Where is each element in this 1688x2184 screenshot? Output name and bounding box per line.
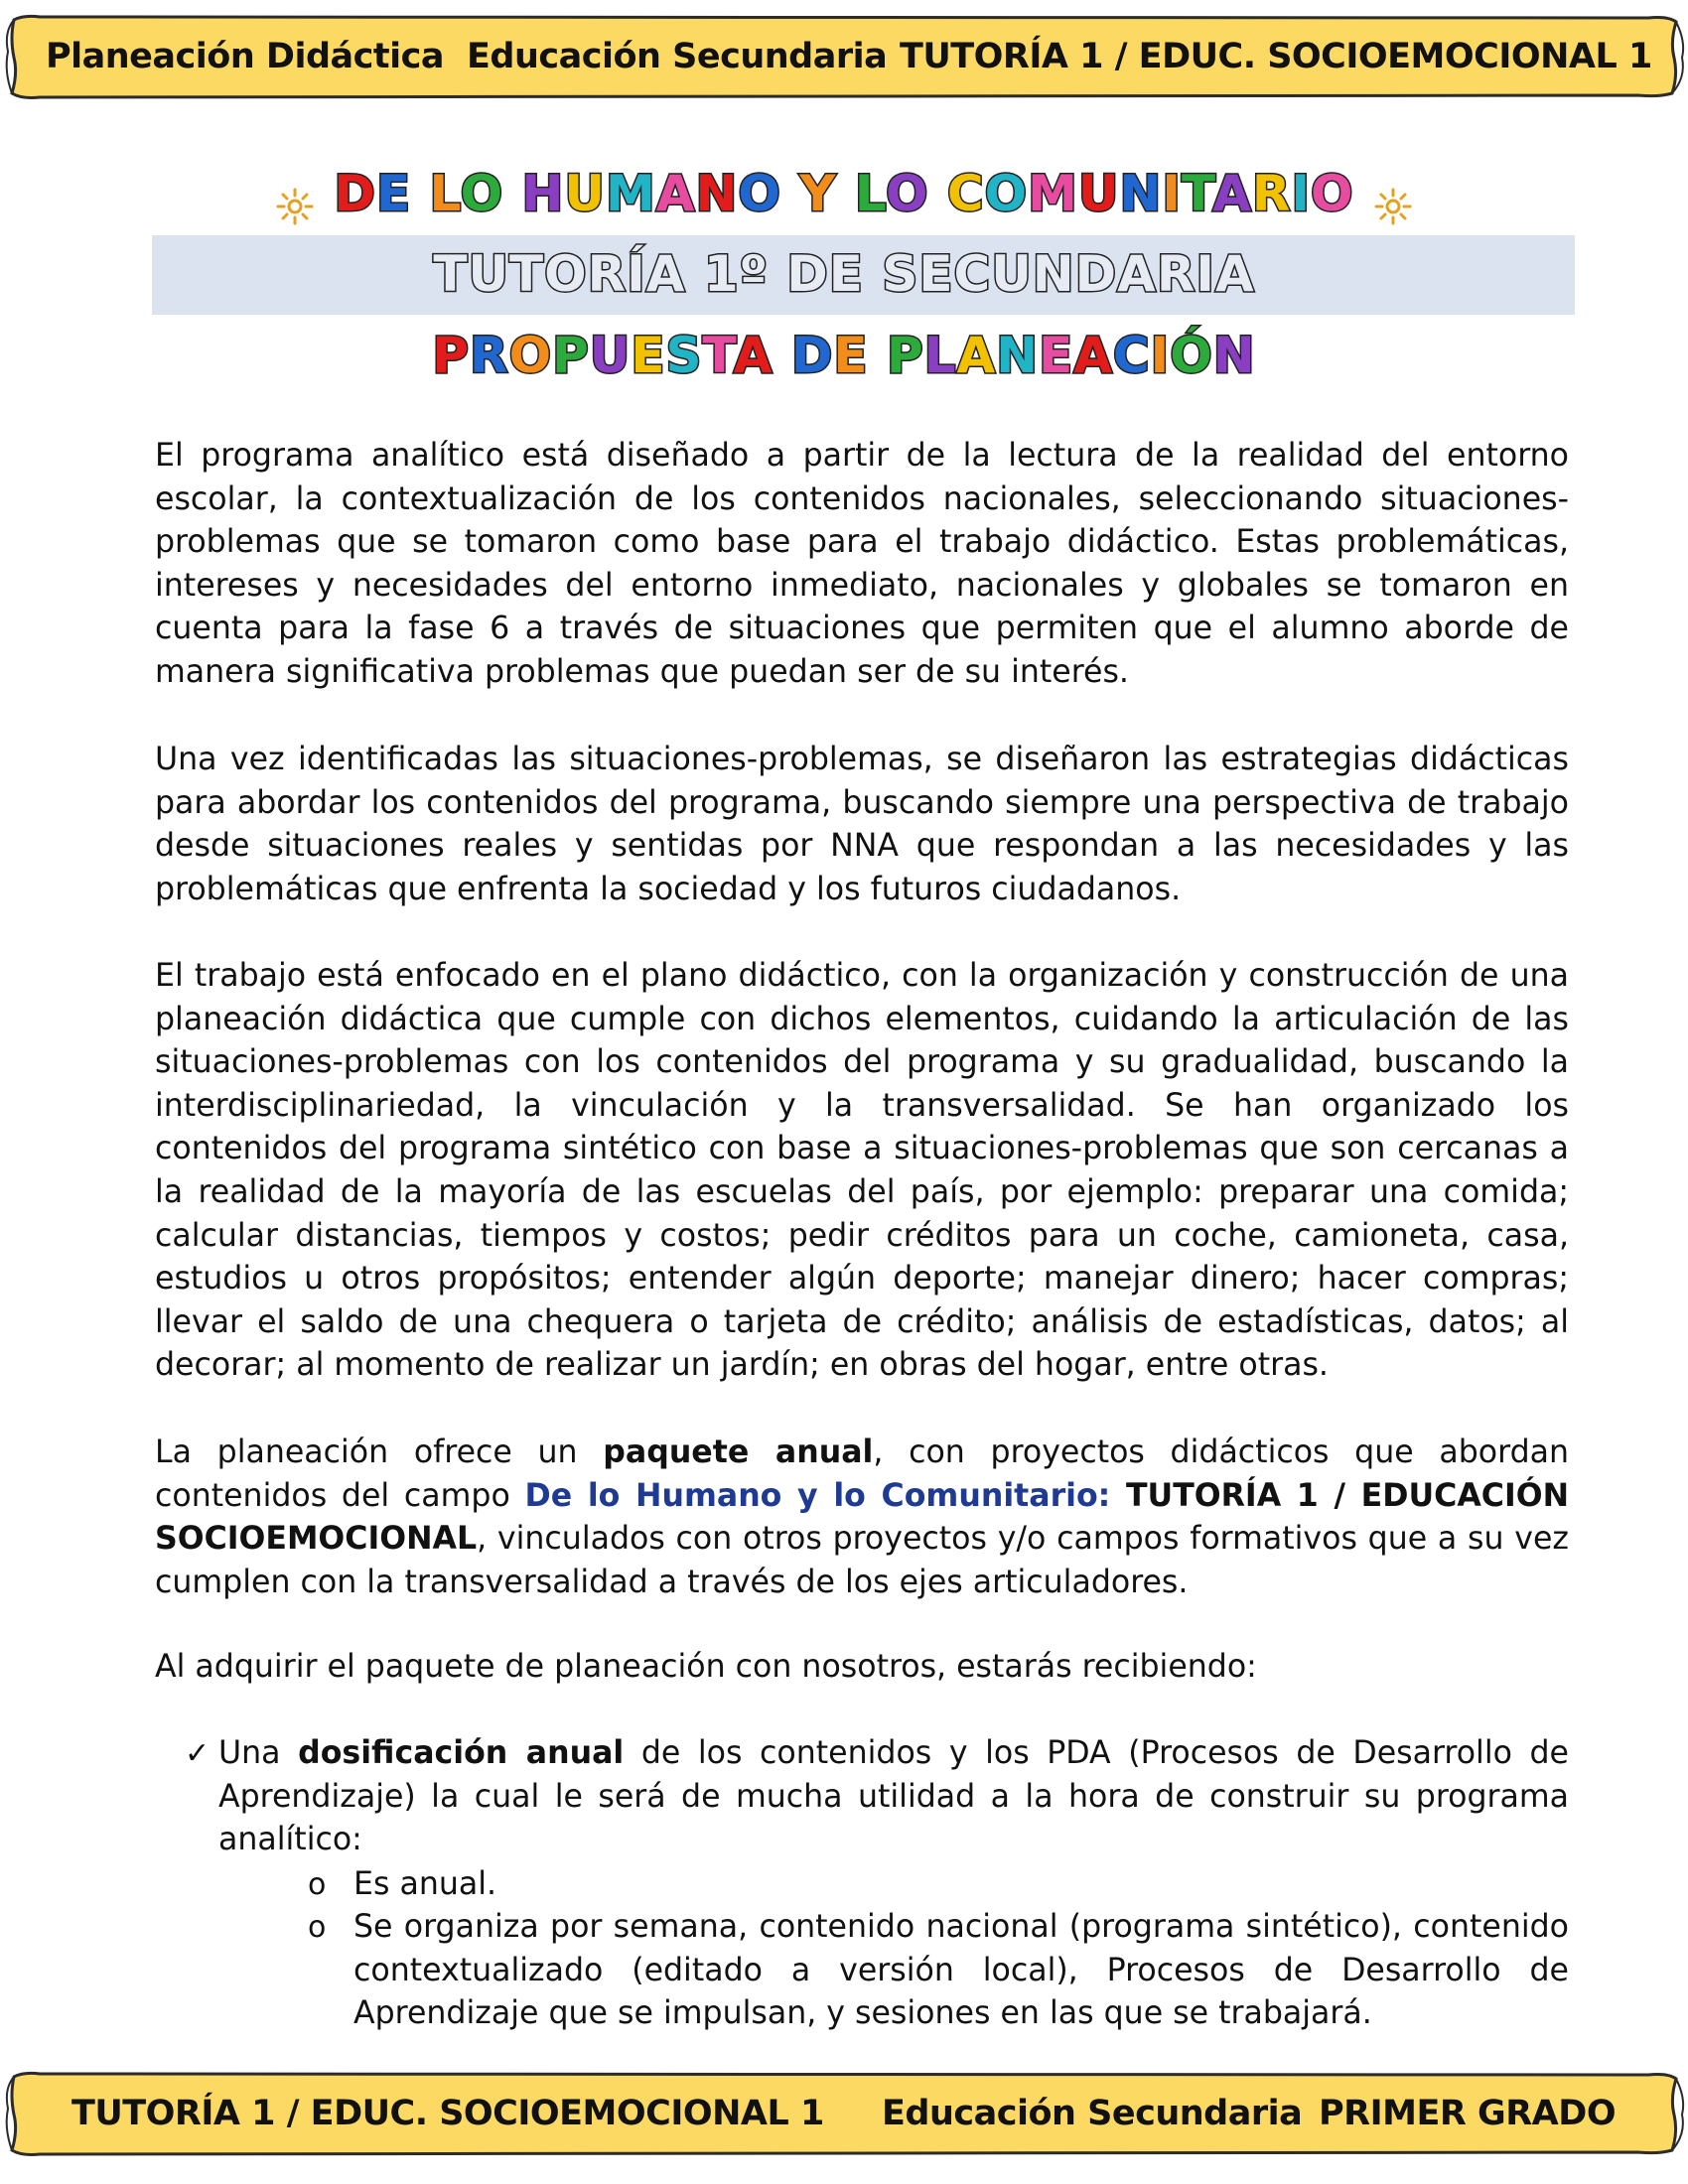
- paragraph-1: El programa analítico está diseñado a partir de la lectura de la realidad del entorno escolar, la contextualización de los contenidos nacionales, seleccionando situaciones-problemas que se tomaron como base para el trabajo didáctico. Estas problemáticas, intereses y necesidades del entorno inmediato, nacionales y globales se tomaron en cuenta para la fase 6 a través de situaciones que permiten que el alumno aborde de manera significativa problemas que puedan ser de su interés.: [155, 438, 1569, 690]
- sun-ornament-icon: [1373, 187, 1413, 226]
- title-letter: R: [1251, 165, 1292, 222]
- title-letter: I: [1162, 165, 1182, 222]
- title-letter: D: [790, 327, 834, 384]
- circle-bullet-icon: o: [308, 1867, 327, 1902]
- title-letter: U: [589, 327, 632, 384]
- paragraph-5: Al adquirir el paquete de planeación con nosotros, estarás recibiendo:: [155, 1649, 1257, 1685]
- title-letter: [773, 327, 790, 384]
- sun-ornament-icon: [275, 187, 315, 226]
- title-letter: P: [432, 327, 471, 384]
- sub1-text: Es anual.: [353, 1866, 497, 1902]
- title-line-1: [0, 159, 1688, 228]
- title-line-2: [0, 238, 1688, 310]
- footer-left-text: TUTORÍA 1 / EDUC. SOCIOEMOCIONAL 1: [71, 2094, 824, 2133]
- title-letter: Ó: [1170, 327, 1213, 384]
- title-letter: D: [334, 165, 376, 222]
- sub2-text: Se organiza por semana, contenido nacional (programa sintético), contenido contextualizado (editado a versión local), Procesos de Desarrollo de Aprendizaje que se impulsan, y sesiones en las que se trabajará.: [353, 1909, 1569, 2032]
- title-letter: S: [665, 327, 703, 384]
- header-banner: [0, 12, 1688, 101]
- title-letter: N: [695, 165, 739, 222]
- title-letter: T: [1181, 165, 1213, 222]
- title-letter: I: [1291, 165, 1312, 222]
- circle-bullet-icon: o: [308, 1910, 327, 1945]
- title-letter: Y: [799, 165, 837, 222]
- sub-item-2: [308, 1906, 1569, 2036]
- title-letter: T: [702, 327, 734, 384]
- title-letter: N: [1212, 327, 1256, 384]
- item1-text-c: de los contenidos y los PDA (Procesos de Desarrollo de Aprendizaje) la cual le será de mucha utilidad a la hora de construir su programa analítico:: [218, 1735, 1569, 1858]
- title-letter: L: [429, 165, 461, 222]
- title-letter: C: [946, 165, 985, 222]
- footer-right-text: PRIMER GRADO: [1319, 2094, 1617, 2133]
- title-letter: A: [655, 165, 696, 222]
- title-letter: L: [854, 165, 886, 222]
- item1-text-a: Una: [218, 1735, 299, 1771]
- title-letter: A: [733, 327, 774, 384]
- header-right-text: TUTORÍA 1 / EDUC. SOCIOEMOCIONAL 1: [900, 37, 1652, 76]
- title-letter: E: [375, 165, 412, 222]
- title-letter: [836, 165, 854, 222]
- p4-bold-subject: TUTORÍA 1 / EDUCACIÓN SOCIOEMOCIONAL: [155, 1477, 1570, 1558]
- title-letter: A: [1073, 327, 1113, 384]
- title-letter: M: [1028, 165, 1078, 222]
- title-letter: R: [470, 327, 509, 384]
- p4-text-c: , con proyectos didácticos que abordan contenidos del campo: [155, 1434, 1570, 1514]
- title-letter: H: [521, 165, 565, 222]
- sub-item-1: [308, 1863, 1569, 1907]
- title-letter: C: [1112, 327, 1151, 384]
- p4-campo-name: De lo Humano y lo Comunitario:: [524, 1477, 1111, 1514]
- header-left-text: Planeación Didáctica: [46, 37, 444, 76]
- campo-formativo-title: [334, 165, 1353, 222]
- paragraph-4: [155, 1432, 1569, 1604]
- title-letter: O: [984, 165, 1029, 222]
- title-letter: N: [1119, 165, 1163, 222]
- title-letter: P: [552, 327, 590, 384]
- title-letter: L: [923, 327, 957, 384]
- title-letter: A: [956, 327, 997, 384]
- item1-bold: dosificación anual: [298, 1735, 625, 1771]
- title-letter: O: [1311, 165, 1354, 222]
- title-letter: A: [1212, 165, 1252, 222]
- title-letter: O: [460, 165, 504, 222]
- title-letter: E: [833, 327, 869, 384]
- header-center-text: Educación Secundaria: [467, 37, 888, 76]
- proposal-title: [432, 327, 1255, 384]
- title-letter: P: [886, 327, 924, 384]
- title-letter: [929, 165, 947, 222]
- title-letter: O: [508, 327, 553, 384]
- title-letter: U: [564, 165, 606, 222]
- title-letter: U: [1077, 165, 1120, 222]
- p4-bold-paquete: paquete anual: [603, 1434, 874, 1470]
- title-letter: O: [738, 165, 781, 222]
- checkmark-icon: ✓: [185, 1736, 211, 1771]
- title-line-3: [0, 320, 1688, 391]
- title-letter: [411, 165, 429, 222]
- title-letter: [781, 165, 799, 222]
- grade-title: TUTORÍA 1º DE SECUNDARIA: [433, 245, 1255, 303]
- title-letter: I: [1150, 327, 1171, 384]
- title-letter: M: [606, 165, 656, 222]
- paragraph-2: Una vez identificadas las situaciones-problemas, se diseñaron las estrategias didácticas para abordar los contenidos del programa, buscando siempre una perspectiva de trabajo desde situaciones reales y sentidas por NNA que respondan a las necesidades y las problemáticas que enfrenta la sociedad y los futuros ciudadanos.: [155, 742, 1569, 907]
- p4-text-a: La planeación ofrece un: [155, 1434, 604, 1470]
- title-letter: E: [1039, 327, 1074, 384]
- footer-banner: [0, 2069, 1688, 2158]
- p4-text-f: , vinculados con otros proyectos y/o campos formativos que a su vez cumplen con la transversalidad a través de los ejes articuladores.: [155, 1521, 1569, 1600]
- checklist-item-1: [185, 1732, 1569, 1862]
- title-letter: [869, 327, 887, 384]
- title-letter: [503, 165, 521, 222]
- paragraph-3: El trabajo está enfocado en el plano didáctico, con la organización y construcción de una planeación didáctica que cumple con dichos elementos, cuidando la articulación de las situaciones-problemas con los contenidos del programa y su gradualidad, buscando la interdisciplinariedad, la vinculación y la transversalidad. Se han organizado los contenidos del programa sintético con base a situaciones-problemas que son cercanas a la realidad de la mayoría de las escuelas del país, por ejemplo: preparar una comida; calcular distancias, tiempos y costos; pedir créditos para un coche, camioneta, casa, estudios u otros propósitos; entender algún deporte; manejar dinero; hacer compras; llevar el saldo de una chequera o tarjeta de crédito; análisis de estadísticas, datos; al decorar; al momento de realizar un jardín; en obras del hogar, entre otras.: [155, 958, 1569, 1384]
- title-letter: O: [885, 165, 929, 222]
- title-letter: E: [631, 327, 666, 384]
- title-letter: N: [996, 327, 1040, 384]
- footer-center-text: Educación Secundaria: [882, 2094, 1303, 2133]
